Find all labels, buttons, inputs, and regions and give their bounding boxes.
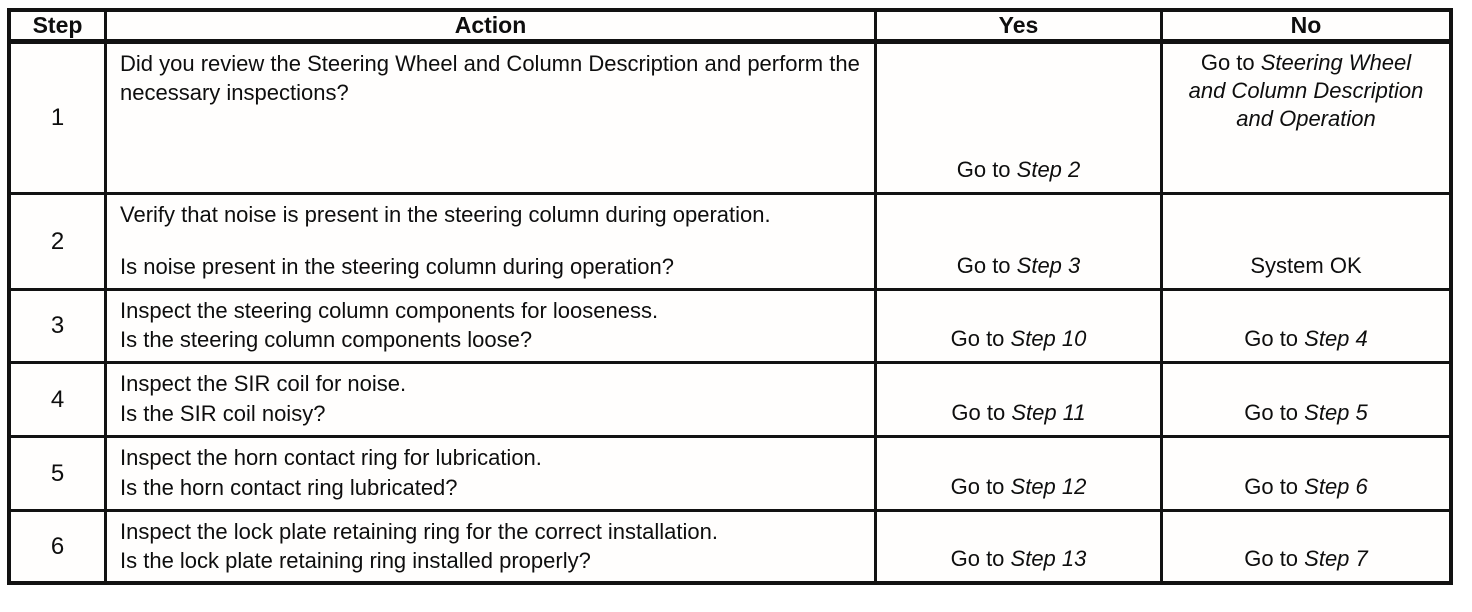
header-cell-no: No [1163, 12, 1449, 44]
question-text: Is the lock plate retaining ring installed properly? [120, 548, 591, 573]
diagnostic-table [7, 8, 1453, 585]
goto-reference: Go to Step 2 [956, 157, 1081, 182]
action-cell [107, 44, 877, 195]
goto-reference: Go to Step 12 [950, 474, 1087, 499]
goto-reference: System OK [1250, 253, 1362, 278]
question-text: Is the steering column components loose? [120, 327, 533, 352]
goto-reference: Go to Step 13 [950, 546, 1087, 571]
action-text: Inspect the lock plate retaining ring for the correct installation. [120, 519, 718, 544]
yes-cell [877, 512, 1163, 581]
step-cell: 3 [11, 291, 107, 364]
action-text: Inspect the steering column components for looseness. [120, 298, 659, 323]
no-cell [1163, 195, 1449, 291]
yes-cell [877, 195, 1163, 291]
goto-reference: Go to Step 7 [1244, 546, 1368, 571]
question-text: Is the horn contact ring lubricated? [120, 475, 458, 500]
action-cell [107, 195, 877, 291]
header-cell-yes: Yes [877, 12, 1163, 44]
question-text: Is noise present in the steering column during operation? [120, 254, 675, 279]
step-cell: 1 [11, 44, 107, 195]
no-cell [1163, 512, 1449, 581]
no-cell [1163, 291, 1449, 364]
goto-reference: Go to Step 4 [1244, 326, 1368, 351]
no-cell [1163, 44, 1449, 195]
action-text: Inspect the horn contact ring for lubrication. [120, 445, 542, 470]
action-cell [107, 291, 877, 364]
header-cell-step: Step [11, 12, 107, 44]
goto-reference: Go to Step 6 [1244, 474, 1368, 499]
action-cell [107, 512, 877, 581]
goto-reference: Go to Step 3 [956, 253, 1081, 278]
step-cell: 2 [11, 195, 107, 291]
yes-cell [877, 291, 1163, 364]
no-cell [1163, 438, 1449, 512]
action-text: Verify that noise is present in the steering column during operation. [120, 202, 771, 227]
goto-reference: Go to Step 5 [1244, 400, 1368, 425]
action-text: Did you review the Steering Wheel and Column Description and perform the necessary inspections? [120, 51, 860, 105]
question-text: Is the SIR coil noisy? [120, 401, 326, 426]
goto-reference: Go to Steering Wheel and Column Description and Operation [1188, 50, 1424, 131]
step-cell: 5 [11, 438, 107, 512]
step-cell: 6 [11, 512, 107, 581]
action-cell [107, 364, 877, 438]
action-text: Inspect the SIR coil for noise. [120, 371, 407, 396]
action-cell [107, 438, 877, 512]
yes-cell [877, 438, 1163, 512]
yes-cell [877, 44, 1163, 195]
goto-reference: Go to Step 11 [951, 400, 1086, 425]
goto-reference: Go to Step 10 [950, 326, 1087, 351]
header-cell-action: Action [107, 12, 877, 44]
step-cell: 4 [11, 364, 107, 438]
yes-cell [877, 364, 1163, 438]
no-cell [1163, 364, 1449, 438]
